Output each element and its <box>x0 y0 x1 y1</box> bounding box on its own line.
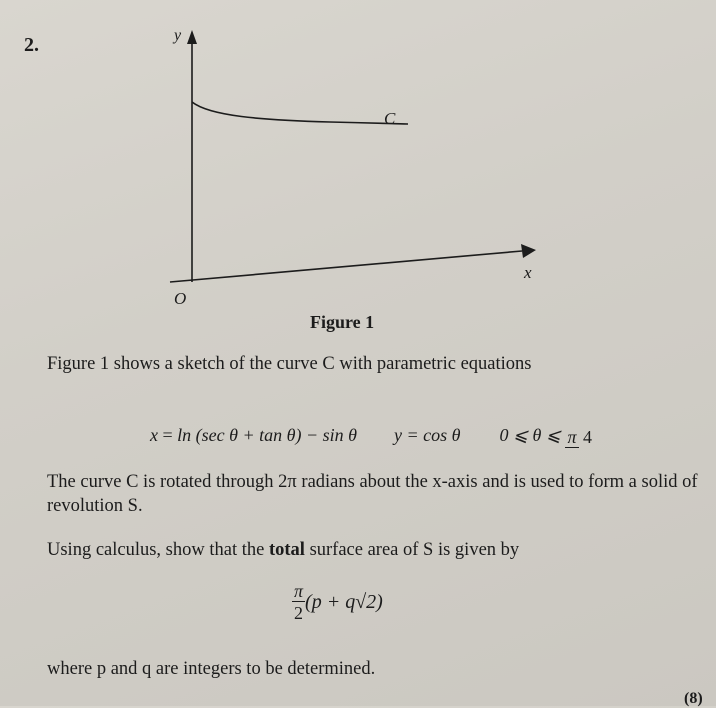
rotation-text: The curve C is rotated through 2π radians about the x-axis and is used to form a solid of revolution S. <box>47 472 698 516</box>
intro-text: Figure 1 shows a sketch of the curve C with parametric equations <box>47 354 532 374</box>
x-axis-arrow <box>521 244 536 258</box>
curve-c <box>192 102 408 124</box>
theta-range: 0 ⩽ θ ⩽ <box>499 425 561 445</box>
x-equation: ln (sec θ + tan θ) − sin θ <box>177 425 357 445</box>
x-lhs: x <box>150 425 158 445</box>
figure-caption: Figure 1 <box>310 312 375 332</box>
result-denominator: 2 <box>294 603 304 623</box>
y-axis-arrow <box>187 30 197 44</box>
x-equals: = <box>162 425 173 445</box>
calculus-text-post: surface area of S is given by <box>304 540 520 560</box>
closing-text: where p and q are integers to be determined. <box>47 659 376 679</box>
x-axis <box>170 251 522 282</box>
calculus-text-bold: total <box>268 540 305 560</box>
range-denominator: 4 <box>583 426 592 447</box>
calculus-text-pre: Using calculus, show that the <box>47 540 269 560</box>
origin-label: O <box>174 289 187 308</box>
question-number: 2. <box>24 34 39 56</box>
x-axis-label: x <box>524 263 532 282</box>
surface-area-result <box>292 582 383 622</box>
range-fraction <box>565 426 592 448</box>
y-axis-label: y <box>174 27 182 44</box>
calculus-text <box>47 538 519 562</box>
result-fraction <box>292 582 305 622</box>
result-numerator: π <box>294 581 304 601</box>
marks-label: (8) <box>684 690 703 707</box>
result-bracket: (p + q√2) <box>305 590 383 613</box>
range-numerator: π <box>567 426 577 447</box>
y-equation: y = cos θ <box>393 425 461 445</box>
figure-curve-sketch <box>150 20 570 320</box>
parametric-equations <box>150 425 592 448</box>
curve-label: C <box>384 109 396 128</box>
